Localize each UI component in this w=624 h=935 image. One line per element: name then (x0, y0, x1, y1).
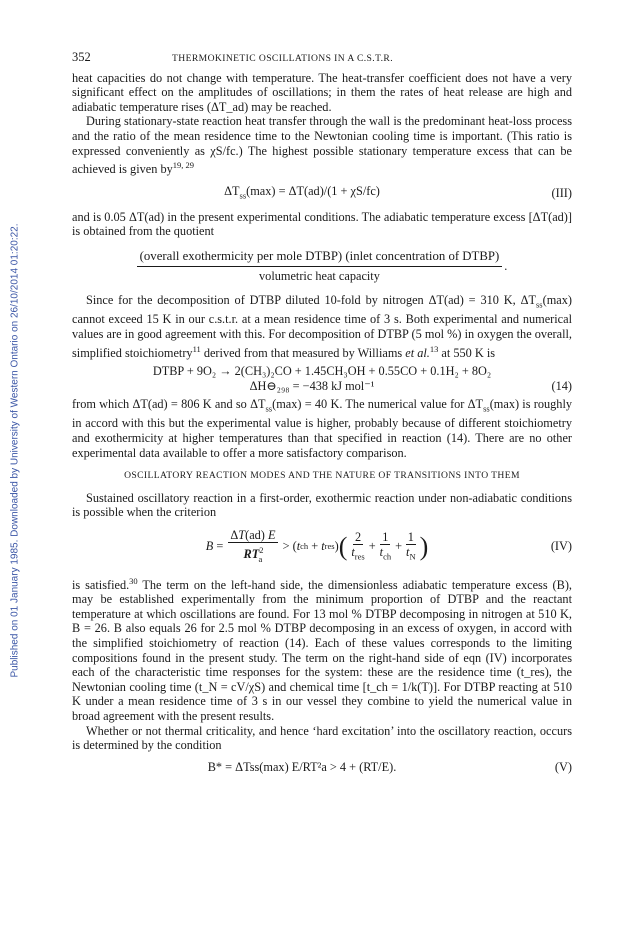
page-header (72, 50, 572, 67)
equation-iii-rhs: (max) = ΔT(ad)/(1 + χS/fc) (246, 183, 380, 198)
quotient-period: . (504, 258, 508, 273)
equation-v-number: (V) (554, 759, 572, 774)
paragraph-8: Whether or not thermal criticality, and hence ‘hard excitation’ into the oscillatory reaction, occurs is determined by the condition (72, 723, 572, 753)
reaction-14-stoichiometry: DTBP + 9O₂ → 2(CH₃)₂CO + 1.45CH₃OH + 0.55CO + 0.1H₂ + 8O₂ (152, 364, 492, 379)
page-number: 352 (72, 50, 91, 64)
equation-iv (72, 528, 572, 566)
equation-iv-body: B = ΔT(ad) E $RT^2_a$ > ( t ch + t res ) ( 2 $t_{res}$ + 1 $t_{ch}$ + 1 $t_N$ ) (205, 527, 429, 564)
citation-11: 11 (192, 343, 201, 354)
paragraph-2-text: During stationary-state reaction heat transfer through the wall is the predominant heat-loss process and the ratio of the mean residence time to the Newtonian cooling time is important. (This ratio is expressed conveniently as χS/fc.) The highest possible stationary temperature excess that can be achieved is given by (72, 114, 572, 177)
running-head: THERMOKINETIC OSCILLATIONS IN A C.S.T.R. (172, 53, 394, 64)
equation-iii (72, 184, 572, 203)
paragraph-4-c: derived from that measured by Williams (200, 345, 406, 360)
paragraph-4-b: (max) cannot exceed 15 K in our c.s.t.r. at a mean residence time of 3 s. Both experimental and numerical values are in good agreement with this. For decomposition of DTBP (5 mol %) in oxygen the overall, simplified stoichiometry (72, 293, 572, 360)
equation-iv-number: (IV) (550, 539, 572, 554)
section-heading: OSCILLATORY REACTION MODES AND THE NATURE OF TRANSITIONS INTO THEM (124, 470, 520, 482)
quotient-equation (72, 249, 572, 283)
paragraph-6: Sustained oscillatory reaction in a first-order, exothermic reaction under non-adiabatic conditions is possible when the criterion (72, 490, 572, 520)
paragraph-5-b: (max) = 40 K. The numerical value for ΔT (272, 397, 484, 412)
equation-v (72, 760, 572, 775)
paragraph-2 (72, 114, 572, 176)
paragraph-5-a: from which ΔT(ad) = 806 K and so ΔT (72, 397, 266, 412)
paragraph-5-c: (max) is roughly in accord with this but the experimental value is higher, probably because of different stoichiometry and exothermicity at higher temperatures than that specified in reaction (14). There are no other experimental data available to offer a more satisfactory comparison. (72, 397, 573, 460)
equation-iii-body: $\Delta T_{ss}(\max) = \Delta T(ad)/(1 + \chi S/fc)$ (224, 183, 380, 201)
equation-v-body: B* = ΔTss(max) E/RT²a > 4 + (RT/E). (207, 759, 397, 774)
citation-13: 13 (429, 343, 439, 354)
download-watermark: Published on 01 January 1985. Downloaded by University of Western Ontario on 26/10/2014 01:20:22. (9, 223, 21, 678)
quotient-fraction (137, 249, 503, 283)
paragraph-4-a: Since for the decomposition of DTBP diluted 10-fold by nitrogen ΔT(ad) = 310 K, ΔT (86, 293, 536, 308)
paragraph-3: and is 0.05 ΔT(ad) in the present experimental conditions. The adiabatic temperature excess [ΔT(ad)] is obtained from the quotient (72, 209, 572, 239)
equation-iii-number: (III) (551, 186, 572, 201)
reaction-14-enthalpy-row (72, 379, 572, 394)
equation-iii-lhs: ΔT (224, 183, 240, 198)
paragraph-4-d: at 550 K is (438, 345, 496, 360)
equation-14-number: (14) (551, 378, 572, 393)
quotient-denominator: volumetric heat capacity (259, 268, 380, 283)
paragraph-5: from which ΔT(ad) = 806 K and so $\Delta T_{ss}(\max) = 40$ K. The numerical value for $\Delta T_{ss}(\max)$ is roughly in accord with this but the experimental value is higher, probably because of different stoichiometry and exothermicity at higher temperatures than that specified in reaction (14). There are no other experimental data available to offer a more satisfactory comparison. (72, 397, 573, 460)
citation-19-29: 19, 29 (172, 160, 194, 171)
paragraph-1: heat capacities do not change with temperature. The heat-transfer coefficient does not have a very significant effect on the amplitudes of oscillations; in them the rates of heat release are high and adiabatic temperature rises (ΔT_ad) may be reached. (72, 70, 572, 114)
paragraph-7-b: The term on the left-hand side, the dimensionless adiabatic temperature excess (B), may be established experimentally from the minimum proportion of DTBP and the reactant temperature at which oscillations are found. For 13 mol % DTBP decomposing in nitrogen at 510 K, B = 26. B also equals 26 for 2.5 mol % DTBP decomposing in an excess of oxygen, in accord with the simplified stoichiometry of reaction (14). Each of these values corresponds to the limiting compositions found in the present study. The term on the right-hand side of eqn (IV) incorporates each of the characteristic time responses for the system: these are the residence time (t_res), the Newtonian cooling time (t_N = cV/χS) and chemical time [t_ch = 1/k(T)]. For DTBP reacting at 510 K under a mean residence time of 3 s in our vessel they combine to yield the numerical value in broad agreement with the present results. (72, 577, 572, 723)
paragraph-4: Since for the decomposition of DTBP diluted 10-fold by nitrogen ΔT(ad) = 310 K, $\Delta T_{ss}(\max)$ cannot exceed 15 K in our c.s.t.r. at a mean residence time of 3 s. Both experimental and numerical values are in good agreement with this. For decomposition of DTBP (5 mol %) in oxygen the overall, simplified stoichiometry$^{11}$ derived from that measured by Williams et al.$^{13}$ at 550 K is (72, 293, 572, 360)
paragraph-7-a: is satisfied. (72, 577, 130, 592)
paragraph-7 (72, 574, 572, 724)
et-al: et al. (405, 345, 430, 360)
quotient-numerator: (overall exothermicity per mole DTBP) (inlet concentration of DTBP) (137, 249, 503, 267)
reaction-14-enthalpy: ΔH⊖₂₉₈ = −438 kJ mol⁻¹ (249, 378, 375, 393)
paper-page (72, 50, 572, 781)
citation-30: 30 (129, 575, 138, 586)
